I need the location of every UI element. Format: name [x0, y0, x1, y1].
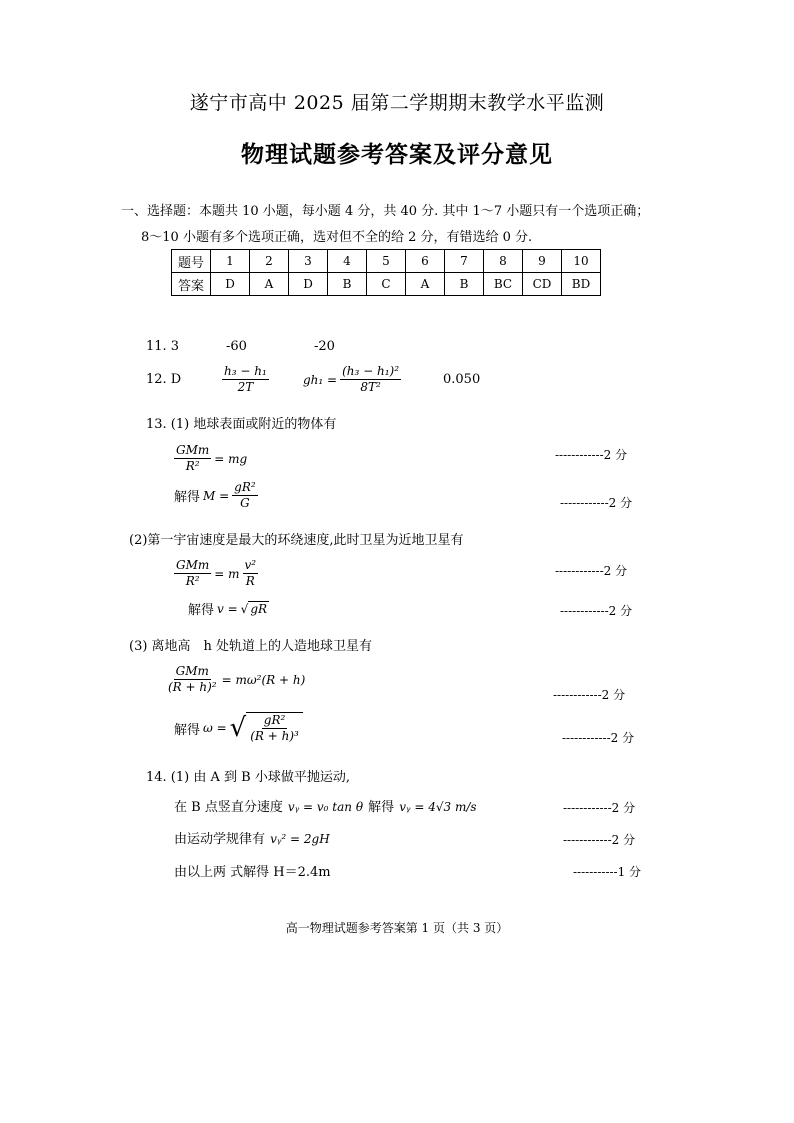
q14-line1: [174, 796, 477, 815]
table-cell: BC: [484, 273, 523, 296]
table-cell: BD: [562, 273, 601, 296]
score-mark: ------------2 分: [562, 731, 635, 745]
q11-label: 11. 3: [146, 339, 180, 354]
q11-answer-2: -20: [314, 339, 335, 354]
score-mark: -----------1 分: [573, 865, 642, 879]
solution-label: 解得: [174, 490, 201, 505]
table-cell: 6: [406, 250, 445, 273]
fraction-numerator: h₃ − h₁: [224, 364, 267, 378]
q13-part1-intro: 13. (1) 地球表面或附近的物体有: [146, 417, 337, 432]
score-mark: ------------2 分: [555, 564, 628, 578]
section1-line1: 一、选择题：本题共 10 小题，每小题 4 分，共 40 分. 其中 1～7 小题只有一个选项正确；: [121, 204, 650, 219]
fraction-numerator: gR²: [234, 480, 256, 494]
radicand: gR: [250, 602, 268, 616]
q14-line2: [174, 828, 330, 847]
table-cell: D: [211, 273, 250, 296]
table-cell: CD: [523, 273, 562, 296]
score-mark: ------------2 分: [560, 496, 633, 510]
table-header-label: 答案: [172, 273, 211, 296]
score-mark: ------------2 分: [563, 801, 636, 815]
table-cell: A: [406, 273, 445, 296]
table-cell: A: [250, 273, 289, 296]
formula-rhs: = mg: [214, 451, 248, 466]
fraction-denominator: G: [240, 496, 250, 510]
formula-mid: = m: [214, 566, 240, 581]
table-cell: 5: [367, 250, 406, 273]
q13-part3-solution: [174, 712, 303, 744]
formula-rhs: = mω²(R + h): [221, 672, 306, 687]
q14-line2-text: 由运动学规律有: [174, 832, 266, 847]
fraction-denominator: (R + h)²: [168, 680, 217, 694]
q12-formula-2: [303, 364, 401, 395]
table-row-numbers: [172, 250, 601, 273]
fraction-denominator: R: [245, 574, 255, 588]
fraction-denominator: 2T: [237, 380, 254, 394]
table-cell: D: [289, 273, 328, 296]
q13-part2-intro: (2)第一宇宙速度是最大的环绕速度,此时卫星为近地卫星有: [129, 533, 464, 548]
score-mark: ------------2 分: [555, 448, 628, 462]
table-header-label: 题号: [172, 250, 211, 273]
fraction-denominator: R²: [185, 574, 200, 588]
fraction-numerator: gR²: [263, 713, 286, 727]
score-mark: ------------2 分: [563, 833, 636, 847]
q13-part2-solution: [188, 599, 269, 618]
fraction-numerator: GMm: [175, 664, 209, 678]
fraction-numerator: GMm: [176, 558, 210, 572]
q14-line2-equation: vᵧ² = 2gH: [270, 832, 330, 846]
exam-title: 遂宁市高中 2025 届第二学期期末教学水平监测: [189, 92, 605, 114]
table-cell: 9: [523, 250, 562, 273]
q11-answer-1: -60: [226, 339, 247, 354]
q12-answer-3: 0.050: [443, 372, 481, 387]
fraction-numerator: (h₃ − h₁)²: [342, 364, 400, 378]
answer-table: [171, 249, 601, 296]
table-cell: 4: [328, 250, 367, 273]
fraction-denominator: R²: [185, 459, 200, 473]
q14-intro: 14. (1) 由 A 到 B 小球做平抛运动,: [146, 770, 350, 785]
fraction-numerator: GMm: [176, 443, 210, 457]
formula-lhs: M =: [203, 488, 230, 503]
formula-lhs: ω =: [203, 721, 227, 735]
sqrt-expression: √ $\frac{\text{gR²}}{\text{(R + h)³}}$: [230, 712, 303, 744]
q13-part2-equation: [174, 554, 258, 589]
solution-label: 解得: [174, 722, 201, 738]
section1-line2: 8～10 小题有多个选项正确，选对但不全的给 2 分，有错选给 0 分.: [141, 230, 533, 245]
table-cell: 2: [250, 250, 289, 273]
fraction-denominator: 8T²: [360, 380, 381, 394]
q13-part1-equation: [174, 439, 247, 474]
fraction-denominator: (R + h)³: [250, 729, 299, 743]
q14-line1-result: vᵧ = 4√3 m/s: [399, 800, 477, 814]
formula-lhs: v =: [217, 601, 238, 616]
q13-part3-intro: (3) 离地高 h 处轨道上的人造地球卫星有: [129, 639, 373, 654]
q13-part1-solution: [174, 480, 258, 511]
q12-formula-1: [222, 364, 269, 395]
q14-line3: 由以上两 式解得 H＝2.4m: [174, 865, 331, 880]
q12-label: 12. D: [146, 372, 182, 387]
table-cell: 7: [445, 250, 484, 273]
sqrt-expression: √ gR: [240, 601, 268, 616]
formula-lhs: gh₁ =: [303, 372, 338, 387]
table-cell: C: [367, 273, 406, 296]
table-cell: 3: [289, 250, 328, 273]
q14-line1-text: 在 B 点竖直分速度: [174, 800, 283, 815]
score-mark: ------------2 分: [560, 604, 633, 618]
answer-key-title: 物理试题参考答案及评分意见: [241, 141, 553, 168]
solution-label: 解得: [188, 603, 215, 618]
page-footer: 高一物理试题参考答案第 1 页（共 3 页）: [285, 921, 509, 935]
table-cell: 1: [211, 250, 250, 273]
solution-label: 解得: [368, 800, 395, 815]
q14-line1-equation: vᵧ = v₀ tan θ: [287, 800, 364, 814]
table-cell: B: [328, 273, 367, 296]
table-cell: 10: [562, 250, 601, 273]
score-mark: ------------2 分: [553, 688, 626, 702]
table-cell: 8: [484, 250, 523, 273]
fraction-numerator: v²: [244, 558, 257, 572]
table-cell: B: [445, 273, 484, 296]
table-row-answers: [172, 273, 601, 296]
q13-part3-equation: [166, 660, 305, 695]
